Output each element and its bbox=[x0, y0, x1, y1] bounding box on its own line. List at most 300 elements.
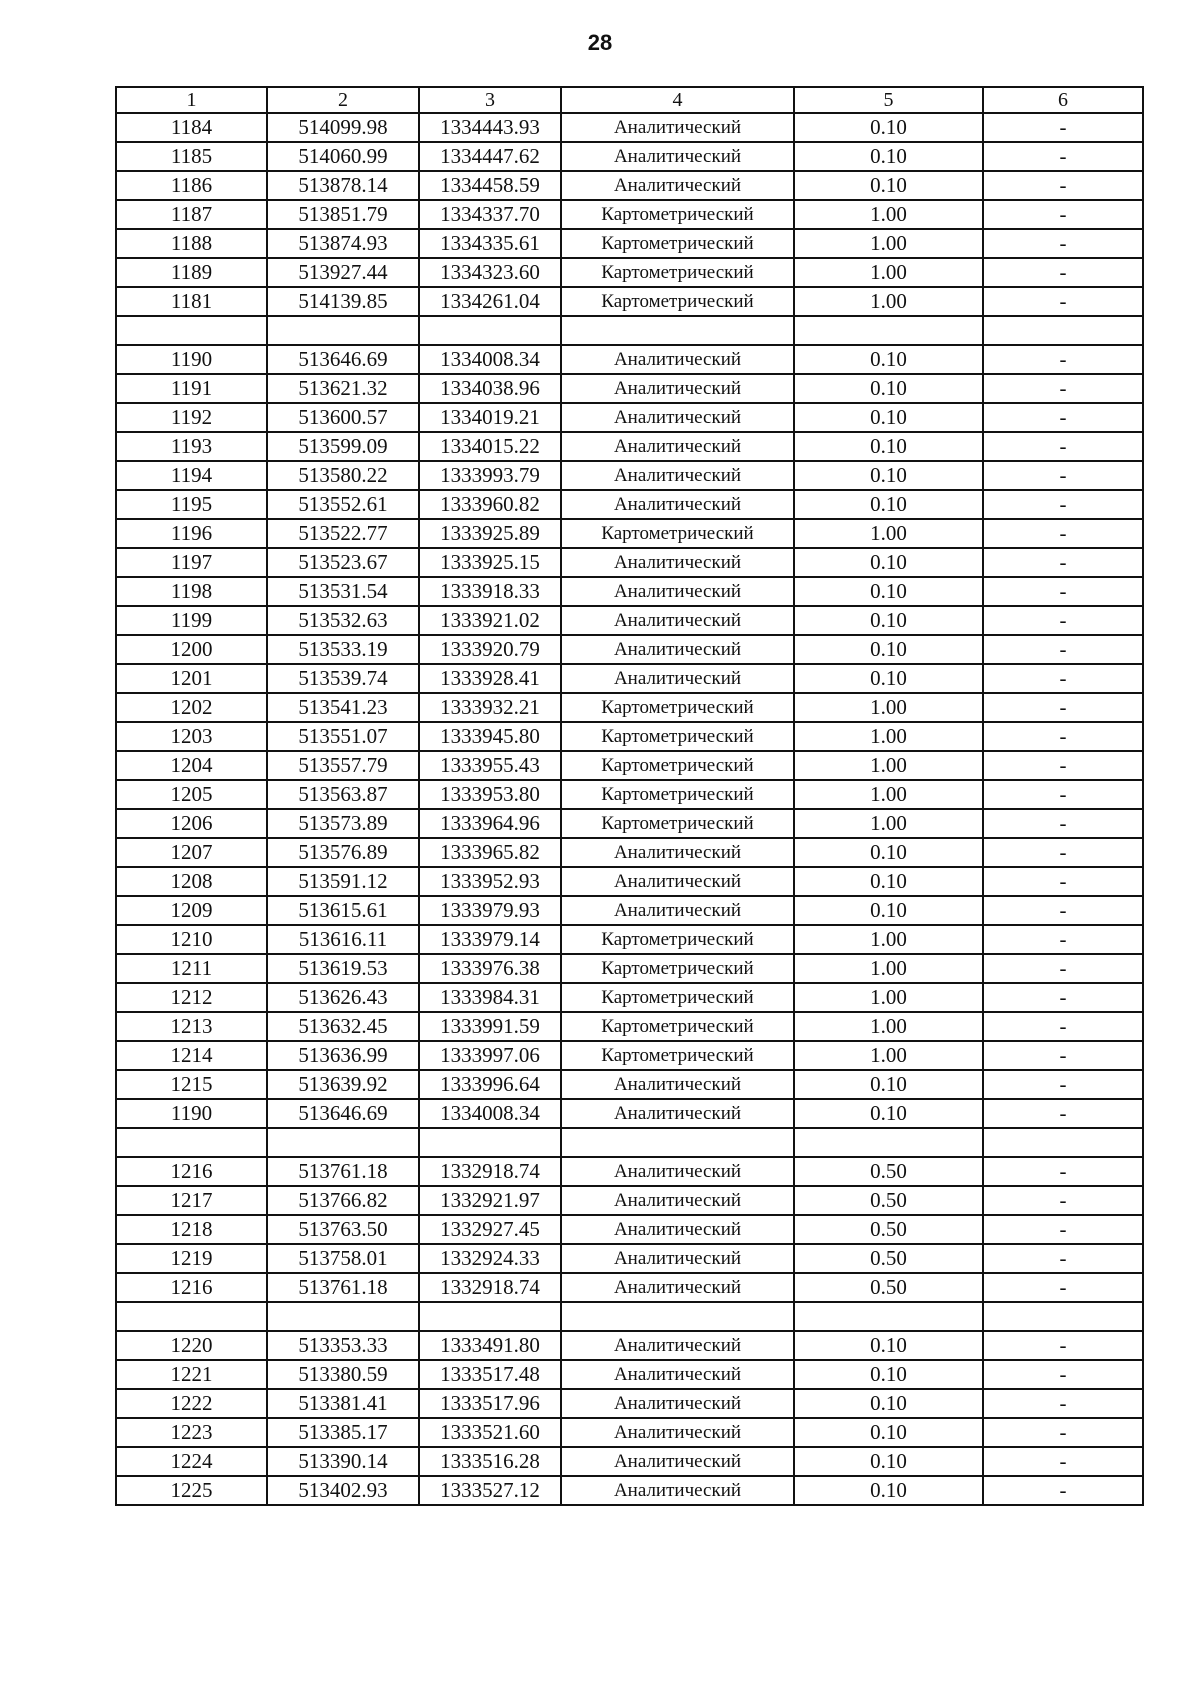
point-number-cell: 1201 bbox=[116, 664, 267, 693]
note-cell: - bbox=[983, 635, 1143, 664]
note-cell: - bbox=[983, 1186, 1143, 1215]
x-coordinate-cell: 513551.07 bbox=[267, 722, 419, 751]
note-cell: - bbox=[983, 780, 1143, 809]
x-coordinate-cell: 513758.01 bbox=[267, 1244, 419, 1273]
x-coordinate-cell: 513402.93 bbox=[267, 1476, 419, 1505]
note-cell: - bbox=[983, 461, 1143, 490]
point-number-cell: 1202 bbox=[116, 693, 267, 722]
y-coordinate-cell: 1333993.79 bbox=[419, 461, 561, 490]
y-coordinate-cell: 1333991.59 bbox=[419, 1012, 561, 1041]
table-row bbox=[116, 490, 1143, 519]
table-body bbox=[116, 113, 1143, 1505]
point-number-cell: 1200 bbox=[116, 635, 267, 664]
accuracy-cell: 1.00 bbox=[794, 1012, 983, 1041]
x-coordinate-cell: 513531.54 bbox=[267, 577, 419, 606]
x-coordinate-cell: 513761.18 bbox=[267, 1157, 419, 1186]
note-cell: - bbox=[983, 1012, 1143, 1041]
note-cell: - bbox=[983, 287, 1143, 316]
x-coordinate-cell: 513600.57 bbox=[267, 403, 419, 432]
accuracy-cell: 0.10 bbox=[794, 113, 983, 142]
method-cell: Картометрический bbox=[561, 925, 794, 954]
x-coordinate-cell: 513851.79 bbox=[267, 200, 419, 229]
table-row bbox=[116, 1476, 1143, 1505]
y-coordinate-cell: 1333952.93 bbox=[419, 867, 561, 896]
point-number-cell: 1217 bbox=[116, 1186, 267, 1215]
method-cell: Картометрический bbox=[561, 287, 794, 316]
table-row bbox=[116, 896, 1143, 925]
x-coordinate-cell: 514139.85 bbox=[267, 287, 419, 316]
y-coordinate-cell: 1334019.21 bbox=[419, 403, 561, 432]
accuracy-cell: 1.00 bbox=[794, 229, 983, 258]
x-coordinate-cell: 513616.11 bbox=[267, 925, 419, 954]
point-number-cell: 1186 bbox=[116, 171, 267, 200]
method-cell bbox=[561, 1302, 794, 1331]
table-row bbox=[116, 664, 1143, 693]
method-cell: Картометрический bbox=[561, 983, 794, 1012]
method-cell: Аналитический bbox=[561, 432, 794, 461]
note-cell: - bbox=[983, 403, 1143, 432]
note-cell: - bbox=[983, 751, 1143, 780]
note-cell: - bbox=[983, 229, 1143, 258]
accuracy-cell: 0.10 bbox=[794, 664, 983, 693]
accuracy-cell: 0.10 bbox=[794, 606, 983, 635]
note-cell: - bbox=[983, 664, 1143, 693]
x-coordinate-cell: 513636.99 bbox=[267, 1041, 419, 1070]
accuracy-cell: 1.00 bbox=[794, 287, 983, 316]
point-number-cell: 1181 bbox=[116, 287, 267, 316]
table-row bbox=[116, 200, 1143, 229]
x-coordinate-cell bbox=[267, 1128, 419, 1157]
method-cell: Аналитический bbox=[561, 171, 794, 200]
table-row bbox=[116, 461, 1143, 490]
table-row bbox=[116, 1012, 1143, 1041]
y-coordinate-cell: 1334015.22 bbox=[419, 432, 561, 461]
column-header: 6 bbox=[983, 87, 1143, 113]
y-coordinate-cell: 1333979.93 bbox=[419, 896, 561, 925]
x-coordinate-cell: 513646.69 bbox=[267, 1099, 419, 1128]
note-cell: - bbox=[983, 432, 1143, 461]
note-cell: - bbox=[983, 258, 1143, 287]
point-number-cell: 1190 bbox=[116, 345, 267, 374]
point-number-cell: 1191 bbox=[116, 374, 267, 403]
method-cell bbox=[561, 1128, 794, 1157]
table-row bbox=[116, 113, 1143, 142]
y-coordinate-cell: 1332918.74 bbox=[419, 1157, 561, 1186]
accuracy-cell: 0.10 bbox=[794, 142, 983, 171]
accuracy-cell bbox=[794, 1128, 983, 1157]
table-row bbox=[116, 403, 1143, 432]
note-cell: - bbox=[983, 142, 1143, 171]
accuracy-cell: 0.50 bbox=[794, 1186, 983, 1215]
y-coordinate-cell: 1333996.64 bbox=[419, 1070, 561, 1099]
point-number-cell: 1216 bbox=[116, 1273, 267, 1302]
y-coordinate-cell: 1333960.82 bbox=[419, 490, 561, 519]
note-cell: - bbox=[983, 606, 1143, 635]
accuracy-cell: 0.50 bbox=[794, 1215, 983, 1244]
table-row bbox=[116, 606, 1143, 635]
y-coordinate-cell: 1333920.79 bbox=[419, 635, 561, 664]
table-row bbox=[116, 519, 1143, 548]
table-row bbox=[116, 171, 1143, 200]
note-cell: - bbox=[983, 983, 1143, 1012]
x-coordinate-cell: 513591.12 bbox=[267, 867, 419, 896]
x-coordinate-cell: 513353.33 bbox=[267, 1331, 419, 1360]
y-coordinate-cell: 1333921.02 bbox=[419, 606, 561, 635]
table-row bbox=[116, 809, 1143, 838]
point-number-cell: 1204 bbox=[116, 751, 267, 780]
note-cell: - bbox=[983, 548, 1143, 577]
table-row bbox=[116, 722, 1143, 751]
y-coordinate-cell: 1333976.38 bbox=[419, 954, 561, 983]
separator-row bbox=[116, 316, 1143, 345]
method-cell: Аналитический bbox=[561, 1360, 794, 1389]
method-cell: Аналитический bbox=[561, 374, 794, 403]
method-cell: Аналитический bbox=[561, 548, 794, 577]
x-coordinate-cell: 513646.69 bbox=[267, 345, 419, 374]
note-cell: - bbox=[983, 1244, 1143, 1273]
y-coordinate-cell: 1332927.45 bbox=[419, 1215, 561, 1244]
point-number-cell: 1210 bbox=[116, 925, 267, 954]
method-cell: Картометрический bbox=[561, 809, 794, 838]
y-coordinate-cell: 1333955.43 bbox=[419, 751, 561, 780]
note-cell: - bbox=[983, 345, 1143, 374]
method-cell: Аналитический bbox=[561, 1070, 794, 1099]
note-cell: - bbox=[983, 1476, 1143, 1505]
note-cell: - bbox=[983, 954, 1143, 983]
table-row bbox=[116, 548, 1143, 577]
x-coordinate-cell: 513761.18 bbox=[267, 1273, 419, 1302]
point-number-cell: 1223 bbox=[116, 1418, 267, 1447]
table-row bbox=[116, 432, 1143, 461]
y-coordinate-cell: 1333925.89 bbox=[419, 519, 561, 548]
table-row bbox=[116, 1157, 1143, 1186]
table-header-row bbox=[116, 87, 1143, 113]
x-coordinate-cell: 513390.14 bbox=[267, 1447, 419, 1476]
note-cell: - bbox=[983, 1215, 1143, 1244]
y-coordinate-cell: 1334261.04 bbox=[419, 287, 561, 316]
note-cell bbox=[983, 1128, 1143, 1157]
accuracy-cell: 0.10 bbox=[794, 461, 983, 490]
note-cell: - bbox=[983, 200, 1143, 229]
table-row bbox=[116, 925, 1143, 954]
note-cell: - bbox=[983, 1041, 1143, 1070]
table-row bbox=[116, 983, 1143, 1012]
x-coordinate-cell: 514060.99 bbox=[267, 142, 419, 171]
point-number-cell: 1220 bbox=[116, 1331, 267, 1360]
point-number-cell: 1189 bbox=[116, 258, 267, 287]
x-coordinate-cell: 513576.89 bbox=[267, 838, 419, 867]
accuracy-cell: 0.50 bbox=[794, 1273, 983, 1302]
accuracy-cell: 0.10 bbox=[794, 1389, 983, 1418]
y-coordinate-cell: 1334323.60 bbox=[419, 258, 561, 287]
method-cell: Картометрический bbox=[561, 693, 794, 722]
y-coordinate-cell: 1333928.41 bbox=[419, 664, 561, 693]
note-cell: - bbox=[983, 809, 1143, 838]
point-number-cell: 1221 bbox=[116, 1360, 267, 1389]
method-cell: Аналитический bbox=[561, 577, 794, 606]
note-cell: - bbox=[983, 925, 1143, 954]
accuracy-cell: 0.50 bbox=[794, 1157, 983, 1186]
x-coordinate-cell: 513557.79 bbox=[267, 751, 419, 780]
accuracy-cell: 0.10 bbox=[794, 548, 983, 577]
point-number-cell: 1209 bbox=[116, 896, 267, 925]
x-coordinate-cell: 513563.87 bbox=[267, 780, 419, 809]
table-row bbox=[116, 258, 1143, 287]
method-cell: Аналитический bbox=[561, 1099, 794, 1128]
x-coordinate-cell: 513573.89 bbox=[267, 809, 419, 838]
method-cell: Аналитический bbox=[561, 635, 794, 664]
accuracy-cell: 1.00 bbox=[794, 722, 983, 751]
coordinates-table bbox=[115, 86, 1144, 1506]
point-number-cell: 1213 bbox=[116, 1012, 267, 1041]
note-cell: - bbox=[983, 838, 1143, 867]
y-coordinate-cell: 1333517.96 bbox=[419, 1389, 561, 1418]
y-coordinate-cell: 1333491.80 bbox=[419, 1331, 561, 1360]
note-cell: - bbox=[983, 1157, 1143, 1186]
table-row bbox=[116, 1244, 1143, 1273]
accuracy-cell: 1.00 bbox=[794, 200, 983, 229]
point-number-cell: 1185 bbox=[116, 142, 267, 171]
y-coordinate-cell: 1334008.34 bbox=[419, 345, 561, 374]
note-cell: - bbox=[983, 1389, 1143, 1418]
point-number-cell: 1218 bbox=[116, 1215, 267, 1244]
point-number-cell: 1184 bbox=[116, 113, 267, 142]
note-cell: - bbox=[983, 1273, 1143, 1302]
x-coordinate-cell: 513621.32 bbox=[267, 374, 419, 403]
table-row bbox=[116, 345, 1143, 374]
method-cell: Аналитический bbox=[561, 461, 794, 490]
x-coordinate-cell: 513766.82 bbox=[267, 1186, 419, 1215]
y-coordinate-cell: 1333521.60 bbox=[419, 1418, 561, 1447]
accuracy-cell: 0.10 bbox=[794, 374, 983, 403]
y-coordinate-cell: 1334335.61 bbox=[419, 229, 561, 258]
y-coordinate-cell: 1333527.12 bbox=[419, 1476, 561, 1505]
point-number-cell: 1187 bbox=[116, 200, 267, 229]
point-number-cell: 1222 bbox=[116, 1389, 267, 1418]
accuracy-cell: 1.00 bbox=[794, 1041, 983, 1070]
table-row bbox=[116, 780, 1143, 809]
point-number-cell: 1207 bbox=[116, 838, 267, 867]
column-header: 2 bbox=[267, 87, 419, 113]
accuracy-cell: 0.10 bbox=[794, 1447, 983, 1476]
x-coordinate-cell: 513541.23 bbox=[267, 693, 419, 722]
table-row bbox=[116, 577, 1143, 606]
x-coordinate-cell: 513615.61 bbox=[267, 896, 419, 925]
x-coordinate-cell: 513580.22 bbox=[267, 461, 419, 490]
note-cell: - bbox=[983, 1447, 1143, 1476]
point-number-cell: 1193 bbox=[116, 432, 267, 461]
table-row bbox=[116, 142, 1143, 171]
accuracy-cell: 1.00 bbox=[794, 954, 983, 983]
accuracy-cell: 1.00 bbox=[794, 519, 983, 548]
method-cell: Картометрический bbox=[561, 1041, 794, 1070]
point-number-cell: 1225 bbox=[116, 1476, 267, 1505]
method-cell: Аналитический bbox=[561, 1447, 794, 1476]
accuracy-cell: 0.10 bbox=[794, 403, 983, 432]
point-number-cell: 1190 bbox=[116, 1099, 267, 1128]
accuracy-cell: 1.00 bbox=[794, 258, 983, 287]
method-cell: Аналитический bbox=[561, 1331, 794, 1360]
note-cell: - bbox=[983, 1099, 1143, 1128]
accuracy-cell: 1.00 bbox=[794, 780, 983, 809]
table-row bbox=[116, 1389, 1143, 1418]
note-cell: - bbox=[983, 113, 1143, 142]
point-number-cell: 1188 bbox=[116, 229, 267, 258]
point-number-cell: 1206 bbox=[116, 809, 267, 838]
separator-row bbox=[116, 1128, 1143, 1157]
method-cell: Картометрический bbox=[561, 519, 794, 548]
point-number-cell: 1198 bbox=[116, 577, 267, 606]
point-number-cell: 1211 bbox=[116, 954, 267, 983]
method-cell: Аналитический bbox=[561, 1157, 794, 1186]
y-coordinate-cell: 1333517.48 bbox=[419, 1360, 561, 1389]
accuracy-cell: 1.00 bbox=[794, 983, 983, 1012]
accuracy-cell: 1.00 bbox=[794, 925, 983, 954]
point-number-cell: 1215 bbox=[116, 1070, 267, 1099]
method-cell: Аналитический bbox=[561, 1476, 794, 1505]
table-row bbox=[116, 867, 1143, 896]
point-number-cell: 1203 bbox=[116, 722, 267, 751]
note-cell: - bbox=[983, 722, 1143, 751]
x-coordinate-cell: 513523.67 bbox=[267, 548, 419, 577]
note-cell: - bbox=[983, 1360, 1143, 1389]
method-cell: Аналитический bbox=[561, 838, 794, 867]
table-row bbox=[116, 374, 1143, 403]
y-coordinate-cell bbox=[419, 1128, 561, 1157]
x-coordinate-cell bbox=[267, 316, 419, 345]
y-coordinate-cell: 1334008.34 bbox=[419, 1099, 561, 1128]
y-coordinate-cell bbox=[419, 316, 561, 345]
note-cell: - bbox=[983, 1070, 1143, 1099]
accuracy-cell: 0.10 bbox=[794, 171, 983, 200]
note-cell: - bbox=[983, 519, 1143, 548]
point-number-cell bbox=[116, 316, 267, 345]
method-cell: Аналитический bbox=[561, 1418, 794, 1447]
note-cell: - bbox=[983, 896, 1143, 925]
accuracy-cell: 0.10 bbox=[794, 867, 983, 896]
column-header: 1 bbox=[116, 87, 267, 113]
point-number-cell: 1192 bbox=[116, 403, 267, 432]
table-row bbox=[116, 1041, 1143, 1070]
x-coordinate-cell: 513385.17 bbox=[267, 1418, 419, 1447]
y-coordinate-cell: 1333918.33 bbox=[419, 577, 561, 606]
x-coordinate-cell: 513619.53 bbox=[267, 954, 419, 983]
method-cell: Аналитический bbox=[561, 664, 794, 693]
table-row bbox=[116, 838, 1143, 867]
note-cell: - bbox=[983, 171, 1143, 200]
page-number: 28 bbox=[587, 30, 613, 55]
x-coordinate-cell: 513599.09 bbox=[267, 432, 419, 461]
accuracy-cell: 0.10 bbox=[794, 1360, 983, 1389]
y-coordinate-cell: 1332918.74 bbox=[419, 1273, 561, 1302]
note-cell bbox=[983, 1302, 1143, 1331]
table-row bbox=[116, 1447, 1143, 1476]
accuracy-cell: 0.10 bbox=[794, 345, 983, 374]
method-cell: Картометрический bbox=[561, 229, 794, 258]
method-cell: Аналитический bbox=[561, 1273, 794, 1302]
method-cell bbox=[561, 316, 794, 345]
method-cell: Картометрический bbox=[561, 722, 794, 751]
method-cell: Аналитический bbox=[561, 142, 794, 171]
point-number-cell: 1214 bbox=[116, 1041, 267, 1070]
y-coordinate-cell: 1334458.59 bbox=[419, 171, 561, 200]
accuracy-cell: 0.10 bbox=[794, 1476, 983, 1505]
method-cell: Аналитический bbox=[561, 345, 794, 374]
accuracy-cell bbox=[794, 316, 983, 345]
note-cell: - bbox=[983, 1331, 1143, 1360]
table-row bbox=[116, 1070, 1143, 1099]
accuracy-cell: 0.50 bbox=[794, 1244, 983, 1273]
accuracy-cell: 0.10 bbox=[794, 1070, 983, 1099]
point-number-cell: 1208 bbox=[116, 867, 267, 896]
x-coordinate-cell: 513533.19 bbox=[267, 635, 419, 664]
x-coordinate-cell: 513380.59 bbox=[267, 1360, 419, 1389]
accuracy-cell: 0.10 bbox=[794, 1099, 983, 1128]
x-coordinate-cell: 513639.92 bbox=[267, 1070, 419, 1099]
note-cell: - bbox=[983, 577, 1143, 606]
method-cell: Картометрический bbox=[561, 751, 794, 780]
point-number-cell: 1195 bbox=[116, 490, 267, 519]
method-cell: Аналитический bbox=[561, 896, 794, 925]
method-cell: Аналитический bbox=[561, 606, 794, 635]
y-coordinate-cell: 1334447.62 bbox=[419, 142, 561, 171]
x-coordinate-cell: 513763.50 bbox=[267, 1215, 419, 1244]
accuracy-cell: 1.00 bbox=[794, 693, 983, 722]
method-cell: Аналитический bbox=[561, 1389, 794, 1418]
point-number-cell: 1224 bbox=[116, 1447, 267, 1476]
note-cell: - bbox=[983, 490, 1143, 519]
accuracy-cell: 1.00 bbox=[794, 809, 983, 838]
method-cell: Картометрический bbox=[561, 258, 794, 287]
y-coordinate-cell: 1333925.15 bbox=[419, 548, 561, 577]
point-number-cell bbox=[116, 1128, 267, 1157]
point-number-cell: 1205 bbox=[116, 780, 267, 809]
x-coordinate-cell bbox=[267, 1302, 419, 1331]
table-row bbox=[116, 229, 1143, 258]
method-cell: Аналитический bbox=[561, 1244, 794, 1273]
y-coordinate-cell: 1332921.97 bbox=[419, 1186, 561, 1215]
y-coordinate-cell: 1334337.70 bbox=[419, 200, 561, 229]
table-row bbox=[116, 635, 1143, 664]
point-number-cell: 1197 bbox=[116, 548, 267, 577]
table-row bbox=[116, 1360, 1143, 1389]
accuracy-cell: 0.10 bbox=[794, 577, 983, 606]
x-coordinate-cell: 513927.44 bbox=[267, 258, 419, 287]
accuracy-cell: 1.00 bbox=[794, 751, 983, 780]
method-cell: Аналитический bbox=[561, 403, 794, 432]
x-coordinate-cell: 513532.63 bbox=[267, 606, 419, 635]
x-coordinate-cell: 513878.14 bbox=[267, 171, 419, 200]
table-row bbox=[116, 1273, 1143, 1302]
accuracy-cell: 0.10 bbox=[794, 635, 983, 664]
table-row bbox=[116, 954, 1143, 983]
y-coordinate-cell: 1334038.96 bbox=[419, 374, 561, 403]
accuracy-cell bbox=[794, 1302, 983, 1331]
y-coordinate-cell: 1333965.82 bbox=[419, 838, 561, 867]
accuracy-cell: 0.10 bbox=[794, 896, 983, 925]
method-cell: Аналитический bbox=[561, 113, 794, 142]
table-row bbox=[116, 1418, 1143, 1447]
method-cell: Аналитический bbox=[561, 1186, 794, 1215]
y-coordinate-cell: 1334443.93 bbox=[419, 113, 561, 142]
y-coordinate-cell: 1333516.28 bbox=[419, 1447, 561, 1476]
accuracy-cell: 0.10 bbox=[794, 838, 983, 867]
method-cell: Аналитический bbox=[561, 867, 794, 896]
point-number-cell: 1212 bbox=[116, 983, 267, 1012]
note-cell: - bbox=[983, 1418, 1143, 1447]
table-row bbox=[116, 751, 1143, 780]
note-cell: - bbox=[983, 374, 1143, 403]
